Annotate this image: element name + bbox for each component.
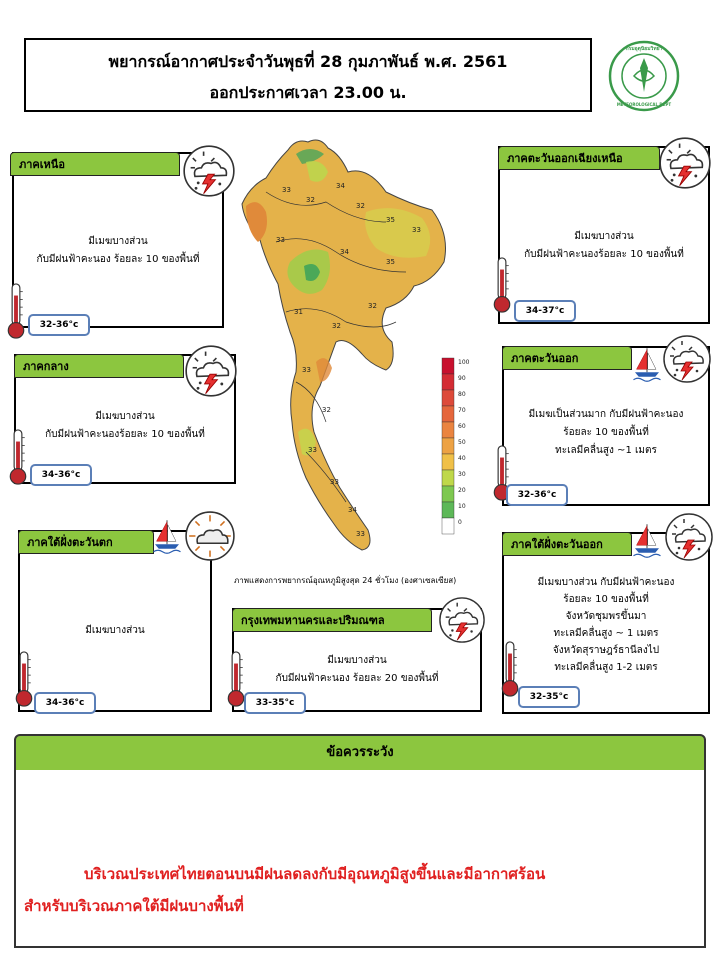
contour-label: 32: [306, 196, 315, 204]
forecast-date-title: พยากรณ์อากาศประจำวันพุธที่ 28 กุมภาพันธ์ พ.ศ. 2561: [108, 52, 508, 71]
legend-label: 0: [458, 519, 462, 526]
south-east-line6: ทะเลมีคลื่นสูง 1-2 เมตร: [554, 662, 658, 673]
panel-south-west-text: [18, 622, 212, 640]
tmd-logo: [608, 40, 680, 112]
contour-label: 33: [282, 186, 291, 194]
panel-east-title: ภาคตะวันออก: [502, 346, 632, 370]
contour-label: 33: [330, 478, 339, 486]
panel-northeast-text: [498, 228, 710, 264]
contour-label: 32: [356, 202, 365, 210]
south-east-line1: มีเมฆบางส่วน กับมีฝนฟ้าคะนอง: [537, 577, 675, 588]
central-line2: กับมีฝนฟ้าคะนองร้อยละ 10 ของพื้นที่: [45, 429, 205, 440]
legend-label: 80: [458, 391, 466, 398]
contour-label: 33: [276, 236, 285, 244]
south-east-line2: ร้อยละ 10 ของพื้นที่: [563, 594, 649, 605]
north-line2: กับมีฝนฟ้าคะนอง ร้อยละ 10 ของพื้นที่: [36, 254, 200, 265]
sailboat-icon: [152, 512, 182, 560]
legend-label: 90: [458, 375, 466, 382]
legend-swatch: [442, 470, 454, 486]
northeast-line1: มีเมฆบางส่วน: [574, 231, 634, 242]
legend-label: 70: [458, 407, 466, 414]
legend-label: 60: [458, 423, 466, 430]
legend-label: 20: [458, 487, 466, 494]
sailboat-icon: [632, 516, 662, 564]
panel-north-title: ภาคเหนือ: [10, 152, 180, 176]
warning-title: ข้อควรระวัง: [14, 734, 706, 772]
warning-body: [14, 770, 706, 948]
legend-label: 40: [458, 455, 466, 462]
contour-label: 32: [332, 322, 341, 330]
legend-swatch: [442, 454, 454, 470]
thermometer-icon: [500, 640, 520, 698]
thunderstorm-icon: [182, 144, 236, 198]
south-east-line3: จังหวัดชุมพรขึ้นมา: [565, 611, 647, 622]
northeast-temp: 34-37°c: [514, 300, 576, 322]
legend-swatch: [442, 406, 454, 422]
panel-northeast-title: ภาคตะวันออกเฉียงเหนือ: [498, 146, 660, 170]
legend-swatch: [442, 518, 454, 534]
south-west-line1: มีเมฆบางส่วน: [85, 625, 145, 636]
contour-label: 34: [340, 248, 349, 256]
north-temp: 32-36°c: [28, 314, 90, 336]
contour-label: 35: [386, 258, 395, 266]
forecast-header: [24, 38, 592, 112]
contour-label: 33: [308, 446, 317, 454]
thermometer-icon: [8, 428, 28, 486]
contour-label: 34: [348, 506, 357, 514]
bangkok-line1: มีเมฆบางส่วน: [327, 655, 387, 666]
contour-label: 32: [368, 302, 377, 310]
warning-section: [14, 734, 706, 948]
legend-swatch: [442, 438, 454, 454]
legend-swatch: [442, 422, 454, 438]
legend-label: 100: [458, 359, 470, 366]
thermometer-icon: [492, 256, 512, 314]
contour-label: 33: [356, 530, 365, 538]
south-east-temp: 32-35°c: [518, 686, 580, 708]
legend-label: 50: [458, 439, 466, 446]
warning-text: [24, 858, 674, 922]
svg-text:METEOROLOGICAL DEPT: METEOROLOGICAL DEPT: [616, 102, 672, 107]
east-line1: มีเมฆเป็นส่วนมาก กับมีฝนฟ้าคะนอง: [528, 409, 684, 420]
panel-east-text: [502, 406, 710, 460]
contour-label: 35: [386, 216, 395, 224]
legend-label: 10: [458, 503, 466, 510]
panel-north-text: [12, 233, 224, 269]
svg-text:กรมอุตุนิยมวิทยา: กรมอุตุนิยมวิทยา: [625, 46, 663, 52]
legend-swatch: [442, 374, 454, 390]
issue-time: ออกประกาศเวลา 23.00 น.: [209, 83, 407, 102]
legend-swatch: [442, 358, 454, 374]
east-temp: 32-36°c: [506, 484, 568, 506]
east-line2: ร้อยละ 10 ของพื้นที่: [563, 427, 649, 438]
thermometer-icon: [14, 650, 34, 708]
thermometer-icon: [6, 282, 26, 340]
thunderstorm-icon: [662, 334, 712, 384]
panel-bangkok-title: กรุงเทพมหานครและปริมณฑล: [232, 608, 432, 632]
central-line1: มีเมฆบางส่วน: [95, 411, 155, 422]
east-line3: ทะเลมีคลื่นสูง ~1 เมตร: [555, 445, 657, 456]
panel-south-west-title: ภาคใต้ฝั่งตะวันตก: [18, 530, 154, 554]
contour-label: 32: [322, 406, 331, 414]
panel-central-title: ภาคกลาง: [14, 354, 184, 378]
sailboat-icon: [632, 340, 662, 388]
bangkok-line2: กับมีฝนฟ้าคะนอง ร้อยละ 20 ของพื้นที่: [275, 673, 439, 684]
legend-swatch: [442, 390, 454, 406]
map-caption: ภาพแสดงการพยากรณ์อุณหภูมิสูงสุด 24 ชั่วโมง (องศาเซลเซียส): [234, 576, 457, 585]
south-east-line5: จังหวัดสุราษฎร์ธานีลงไป: [552, 645, 660, 656]
panel-south-east-text: [502, 574, 710, 676]
thermometer-icon: [226, 650, 246, 708]
contour-label: 33: [412, 226, 421, 234]
panel-central-text: [14, 408, 236, 444]
south-west-temp: 34-36°c: [34, 692, 96, 714]
legend-swatch: [442, 486, 454, 502]
contour-label: 34: [336, 182, 345, 190]
contour-label: 31: [294, 308, 303, 316]
warning-line2: สำหรับบริเวณภาคใต้มีฝนบางพื้นที่: [24, 897, 244, 915]
legend-label: 30: [458, 471, 466, 478]
thunderstorm-icon: [664, 512, 714, 562]
north-line1: มีเมฆบางส่วน: [88, 236, 148, 247]
panel-south-west: [18, 530, 212, 712]
bangkok-temp: 33-35°c: [244, 692, 306, 714]
south-east-line4: ทะเลมีคลื่นสูง ~ 1 เมตร: [553, 628, 659, 639]
northeast-line2: กับมีฝนฟ้าคะนองร้อยละ 10 ของพื้นที่: [524, 249, 684, 260]
panel-south-east-title: ภาคใต้ฝั่งตะวันออก: [502, 532, 632, 556]
sun-cloud-icon: [184, 510, 236, 562]
thunderstorm-icon: [438, 596, 486, 644]
legend-swatch: [442, 502, 454, 518]
contour-label: 33: [302, 366, 311, 374]
thailand-temperature-map: [236, 132, 486, 572]
thunderstorm-icon: [658, 136, 712, 190]
panel-bangkok-text: [232, 652, 482, 688]
central-temp: 34-36°c: [30, 464, 92, 486]
warning-line1: บริเวณประเทศไทยตอนบนมีฝนลดลงกับมีอุณหภูมิสูงขึ้นและมีอากาศร้อน: [84, 865, 546, 883]
thunderstorm-icon: [184, 344, 238, 398]
